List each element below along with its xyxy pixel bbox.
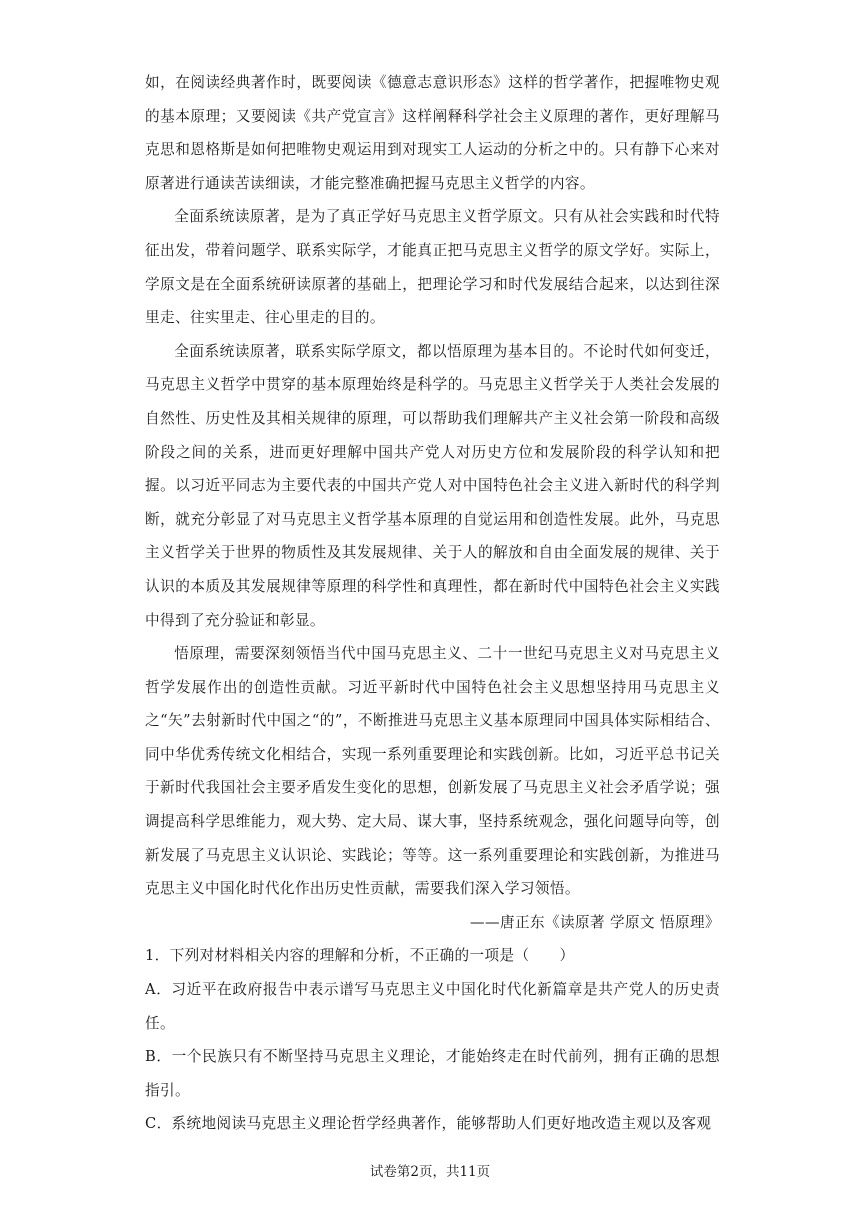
source-citation: ——唐正东《读原著 学原文 悟原理》	[470, 913, 720, 931]
reading-content	[145, 66, 720, 1141]
paragraph-understand-principle: 全面系统读原著，联系实际学原文，都以悟原理为基本目的。不论时代如何变迁，马克思主义哲学中贯穿的基本原理始终是科学的。马克思主义哲学关于人类社会发展的自然性、历史性及其相关规律的原理，可以帮助我们理解共产主义社会第一阶段和高级阶段之间的关系，进而更好理解中国共产党人对历史方位和发展阶段的科学认知和把握。以习近平同志为主要代表的中国共产党人对中国特色社会主义进入新时代的科学判断，就充分彰显了对马克思主义哲学基本原理的自觉运用和创造性发展。此外，马克思主义哲学关于世界的物质性及其发展规律、关于人的解放和自由全面发展的规律、关于认识的本质及其发展规律等原理的科学性和真理性，都在新时代中国特色社会主义实践中得到了充分验证和彰显。	[145, 342, 720, 629]
paragraph-innovation: 悟原理，需要深刻领悟当代中国马克思主义、二十一世纪马克思主义对马克思主义哲学发展作出的创造性贡献。习近平新时代中国特色社会主义思想坚持用马克思主义之“矢”去射新时代中国之“的”，不断推进马克思主义基本原理同中国具体实际相结合、同中华优秀传统文化相结合，实现一系列重要理论和实践创新。比如，习近平总书记关于新时代我国社会主要矛盾发生变化的思想，创新发展了马克思主义社会矛盾学说；强调提高科学思维能力，观大势、定大局、谋大事，坚持系统观念，强化问题导向等，创新发展了马克思主义认识论、实践论；等等。这一系列重要理论和实践创新，为推进马克思主义中国化时代化作出历史性贡献，需要我们深入学习领悟。	[145, 645, 720, 898]
option-a: A．习近平在政府报告中表示谱写马克思主义中国化时代化新篇章是共产党人的历史责任。	[145, 981, 720, 1032]
option-c: C．系统地阅读马克思主义理论哲学经典著作，能够帮助人们更好地改造主观以及客观	[145, 1115, 712, 1133]
page-footer: 试卷第2页，共11页	[369, 1164, 491, 1180]
paragraph-read-original: 全面系统读原著，是为了真正学好马克思主义哲学原文。只有从社会实践和时代特征出发，带着问题学、联系实际学，才能真正把马克思主义哲学的原文学好。实际上，学原文是在全面系统研读原著的基础上，把理论学习和时代发展结合起来，以达到往深里走、往实里走、往心里走的目的。	[145, 208, 720, 327]
option-b: B．一个民族只有不断坚持马克思主义理论，才能始终走在时代前列，拥有正确的思想指引。	[145, 1048, 720, 1099]
paragraph-continuation: 如，在阅读经典著作时，既要阅读《德意志意识形态》这样的哲学著作，把握唯物史观的基本原理；又要阅读《共产党宣言》这样阐释科学社会主义原理的著作，更好理解马克思和恩格斯是如何把唯物史观运用到对现实工人运动的分析之中的。只有静下心来对原著进行通读苦读细读，才能完整准确把握马克思主义哲学的内容。	[145, 74, 720, 192]
question-stem: 1．下列对材料相关内容的理解和分析，不正确的一项是（ ）	[145, 947, 575, 965]
